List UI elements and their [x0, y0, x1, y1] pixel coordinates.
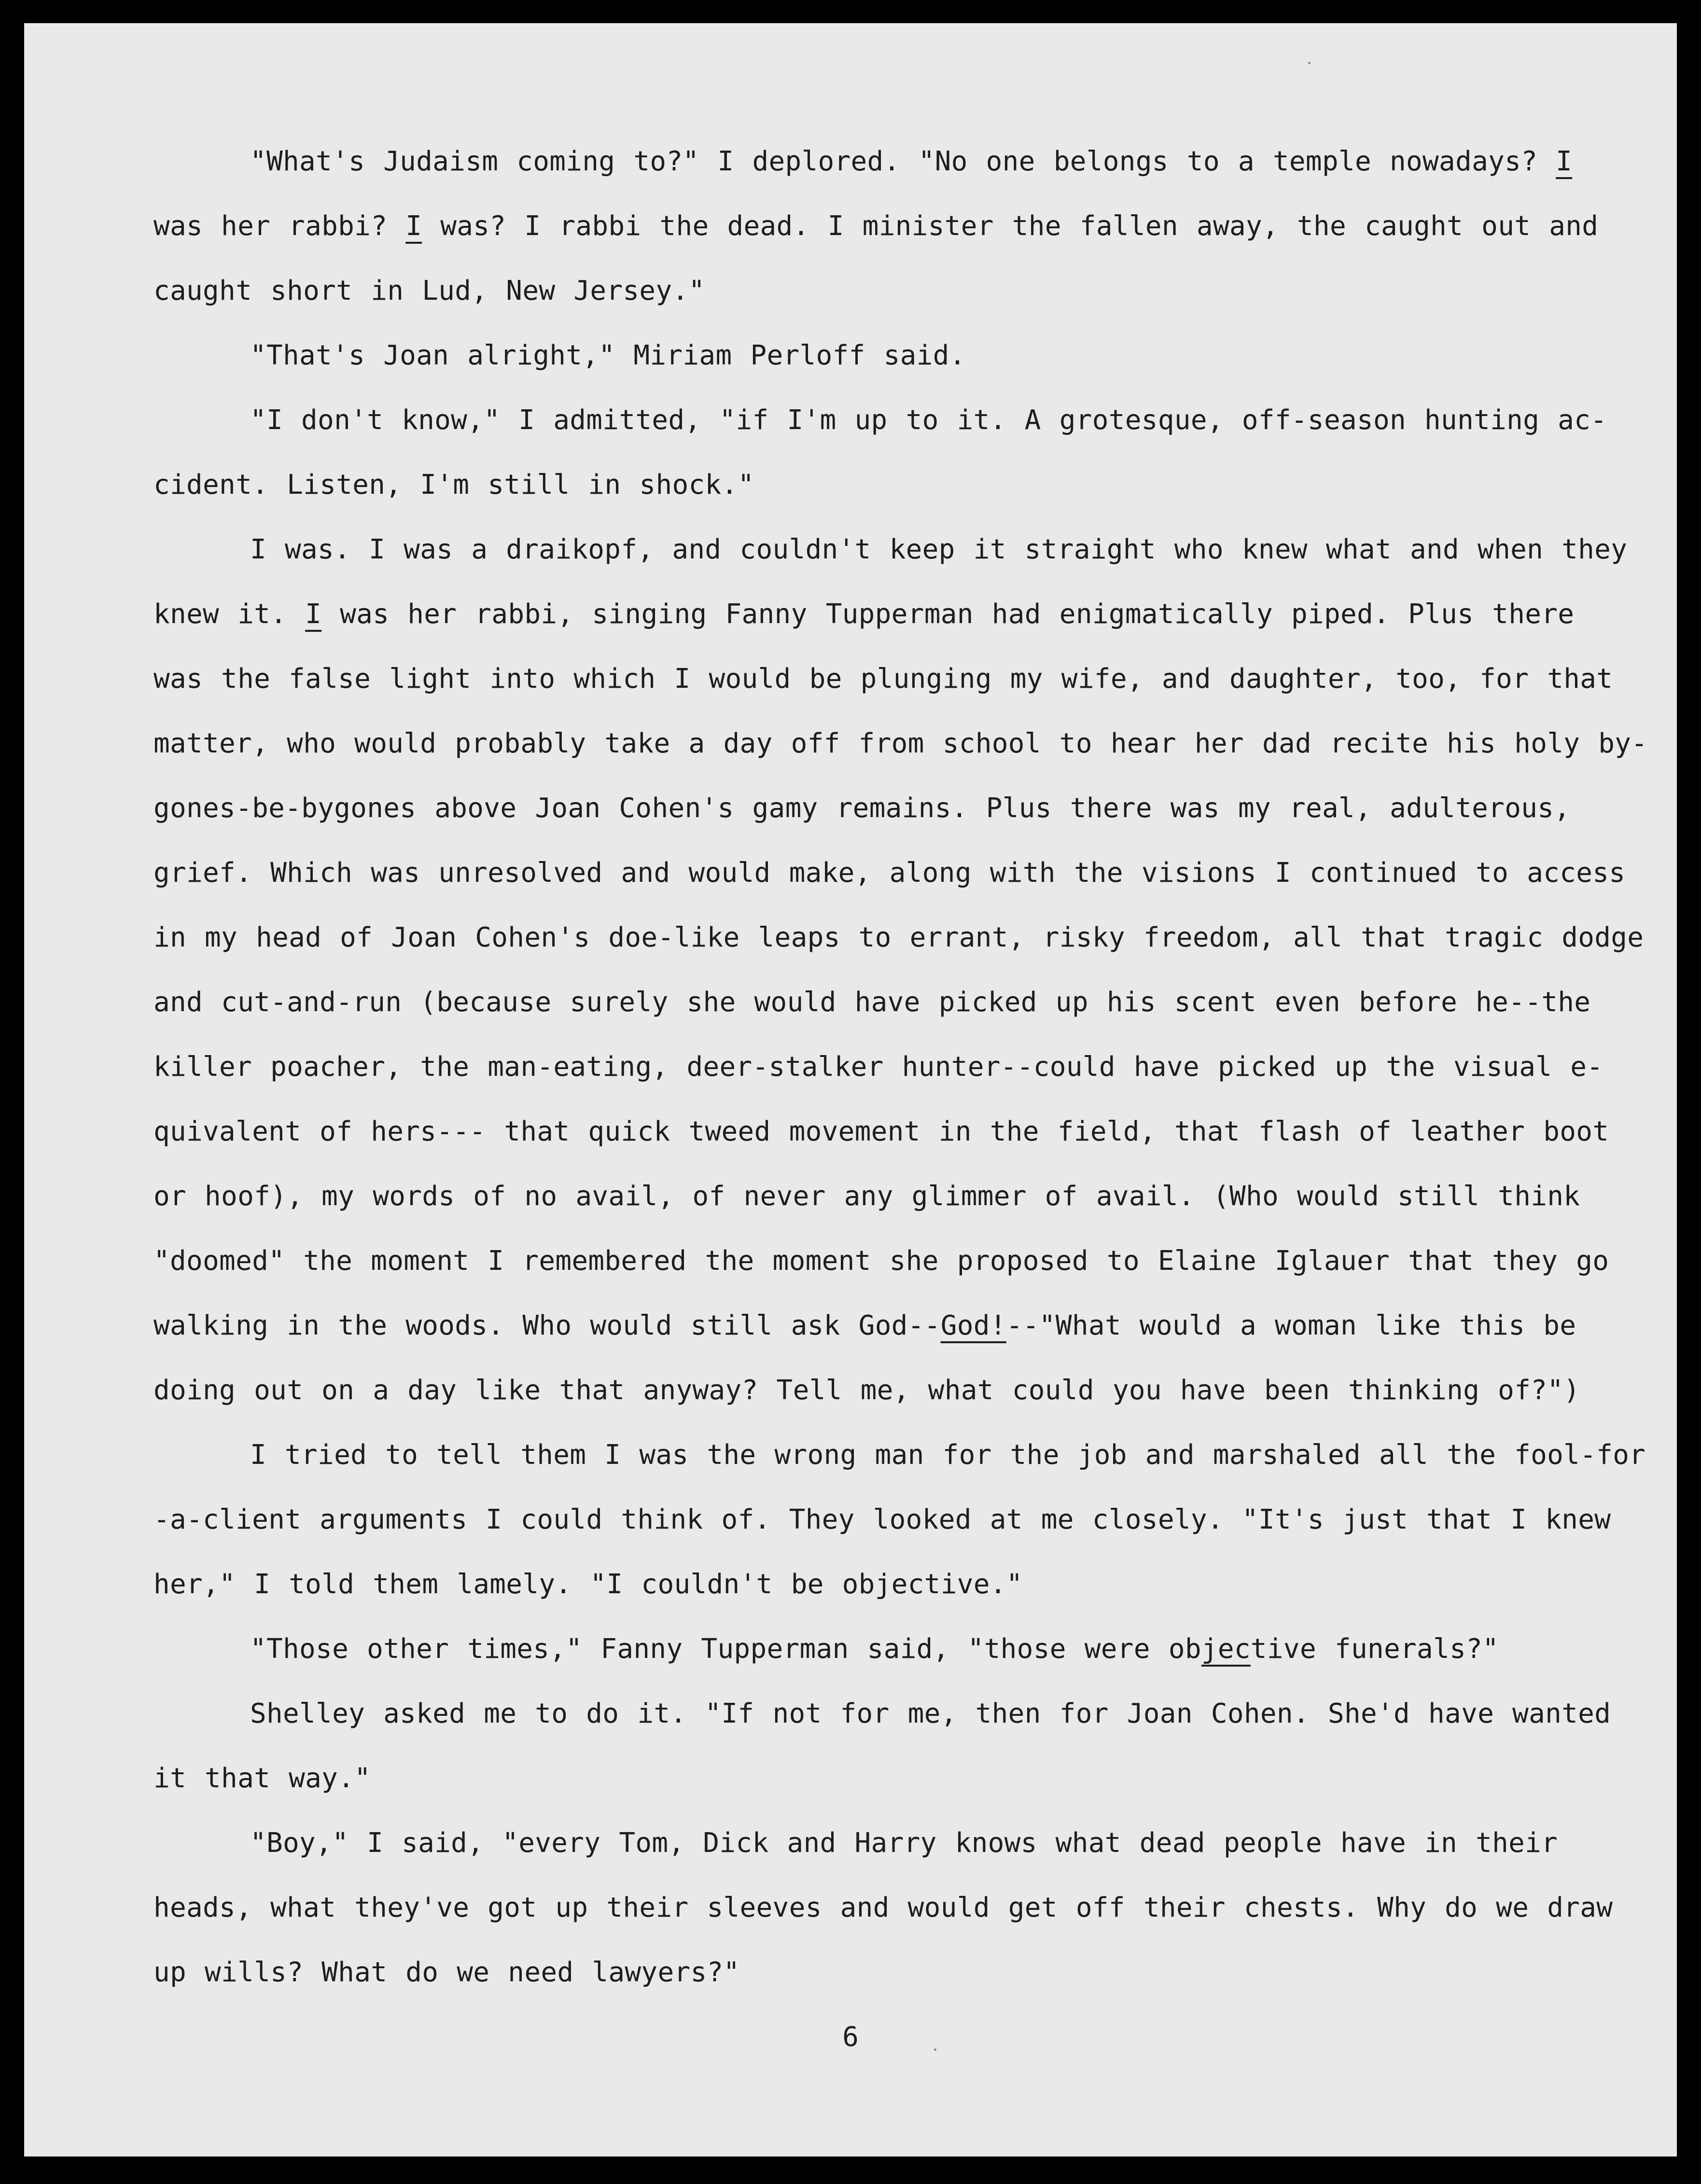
- text-run: matter, who would probably take a day off from school to hear her dad recite his holy by-: [153, 728, 1648, 759]
- text-line: [153, 1164, 1626, 1229]
- text-line: [153, 1617, 1626, 1682]
- text-line: [153, 259, 1626, 323]
- paper-speck: [1308, 62, 1311, 64]
- text-run: heads, what they've got up their sleeves and would get off their chests. Why do we draw: [153, 1892, 1613, 1923]
- text-run: tive funerals?": [1250, 1633, 1499, 1665]
- text-run: was her rabbi, singing Fanny Tupperman had enigmatically piped. Plus there: [321, 598, 1575, 630]
- page-number: 6: [842, 2021, 859, 2053]
- text-run: was the false light into which I would be plunging my wife, and daughter, too, for that: [153, 663, 1613, 695]
- paper-speck: [934, 2048, 936, 2051]
- text-line: [153, 1552, 1626, 1617]
- text-line: [153, 1682, 1626, 1746]
- underlined-word: I: [405, 210, 422, 242]
- text-run: Shelley asked me to do it. "If not for me, then for Joan Cohen. She'd have wanted: [250, 1698, 1611, 1729]
- text-run: it that way.": [153, 1763, 371, 1794]
- text-run: was? I rabbi the dead. I minister the fallen away, the caught out and: [422, 210, 1599, 242]
- text-line: [153, 905, 1644, 970]
- text-run: and cut-and-run (because surely she would have picked up his scent even before he--the: [153, 987, 1591, 1018]
- text-run: or hoof), my words of no avail, of never any glimmer of avail. (Who would still think: [153, 1181, 1580, 1212]
- text-line: [153, 194, 1626, 259]
- text-run: killer poacher, the man-eating, deer-stalker hunter--could have picked up the visual e-: [153, 1051, 1603, 1083]
- text-run: her," I told them lamely. "I couldn't be objective.": [153, 1569, 1023, 1600]
- text-line: [153, 1876, 1626, 1940]
- text-run: was her rabbi?: [153, 210, 406, 242]
- text-line: [153, 647, 1626, 711]
- text-line: [153, 776, 1626, 841]
- text-run: "That's Joan alright," Miriam Perloff said.: [250, 340, 966, 371]
- text-run: up wills? What do we need lawyers?": [153, 1957, 740, 1988]
- text-run: "Boy," I said, "every Tom, Dick and Harry knows what dead people have in their: [250, 1827, 1558, 1859]
- text-line: [153, 970, 1626, 1035]
- text-run: gones-be-bygones above Joan Cohen's gamy remains. Plus there was my real, adulterous,: [153, 793, 1571, 824]
- text-line: [153, 1229, 1626, 1294]
- text-run: doing out on a day like that anyway? Tell me, what could you have been thinking of?"): [153, 1375, 1580, 1406]
- underlined-word: jec: [1201, 1633, 1251, 1665]
- text-line: [153, 1423, 1646, 1488]
- text-line: [153, 841, 1626, 905]
- text-line: [153, 1746, 1626, 1811]
- text-run: "What's Judaism coming to?" I deplored. "No one belongs to a temple nowadays?: [250, 146, 1556, 177]
- text-line: [153, 453, 1626, 517]
- text-run: knew it.: [153, 598, 306, 630]
- text-line: [153, 517, 1626, 582]
- text-run: caught short in Lud, New Jersey.": [153, 275, 705, 306]
- text-run: I tried to tell them I was the wrong man for the job and marshaled all the fool-for: [250, 1439, 1646, 1471]
- text-run: "Those other times," Fanny Tupperman said, "those were ob: [250, 1633, 1201, 1665]
- text-line: [153, 1099, 1626, 1164]
- text-line: [153, 388, 1626, 453]
- text-line: [153, 323, 1626, 388]
- typed-page: [24, 23, 1677, 2156]
- text-line: [153, 1294, 1626, 1358]
- text-line: [153, 1811, 1626, 1876]
- underlined-word: I: [1556, 146, 1573, 177]
- text-line: [153, 582, 1626, 647]
- text-line: [153, 1358, 1626, 1423]
- text-line: [153, 129, 1626, 194]
- text-run: --"What would a woman like this be: [1006, 1310, 1576, 1341]
- underlined-word: I: [305, 598, 322, 630]
- text-run: I was. I was a draikopf, and couldn't keep it straight who knew what and when they: [250, 534, 1628, 565]
- text-run: in my head of Joan Cohen's doe-like leaps to errant, risky freedom, all that tragic dodge: [153, 922, 1644, 953]
- text-line: [153, 1940, 1626, 2005]
- text-line: [153, 711, 1648, 776]
- text-run: "doomed" the moment I remembered the moment she proposed to Elaine Iglauer that they go: [153, 1245, 1609, 1277]
- underlined-word: God!: [940, 1310, 1006, 1341]
- text-run: -a-client arguments I could think of. They looked at me closely. "It's just that I knew: [153, 1504, 1611, 1535]
- manuscript-text: [153, 129, 1648, 2005]
- text-line: [153, 1488, 1626, 1552]
- text-run: quivalent of hers--- that quick tweed movement in the field, that flash of leather boot: [153, 1116, 1609, 1147]
- text-run: cident. Listen, I'm still in shock.": [153, 469, 754, 501]
- text-line: [153, 1035, 1626, 1099]
- text-run: walking in the woods. Who would still ask God--: [153, 1310, 941, 1341]
- text-run: grief. Which was unresolved and would make, along with the visions I continued to access: [153, 857, 1626, 889]
- text-run: "I don't know," I admitted, "if I'm up to it. A grotesque, off-season hunting ac-: [250, 404, 1607, 436]
